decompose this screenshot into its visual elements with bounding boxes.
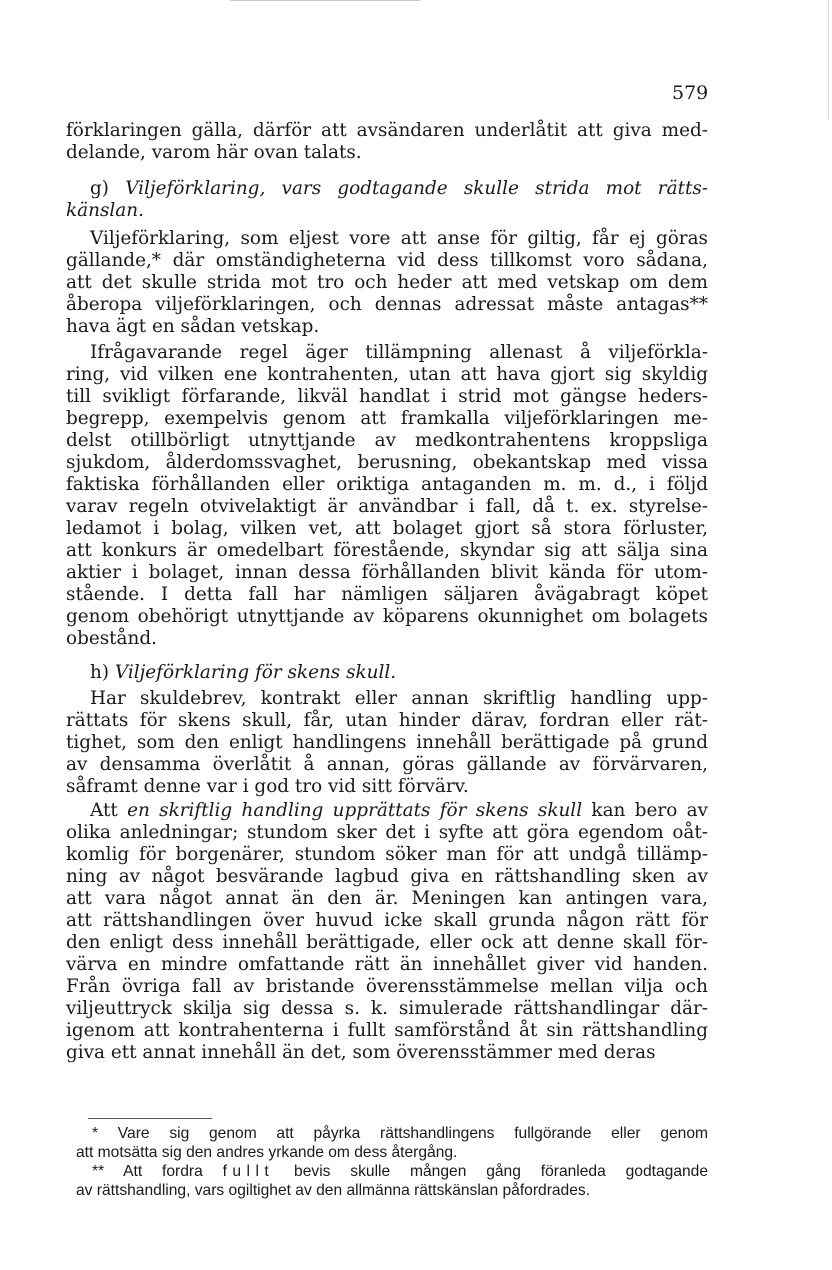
text-line: faktiska förhållanden eller oriktiga antaganden m. m. d., i följd	[66, 474, 708, 495]
text-line: viljeuttryck skilja sig dessa s. k. simulerade rättshandlingar där-	[66, 998, 708, 1019]
text-line: g) Viljeförklaring, vars godtagande skulle strida mot rätts-	[90, 178, 708, 199]
text-line: ledamot i bolag, vilken vet, att bolaget gjort så stora förluster,	[66, 518, 708, 539]
text-line: ning av något besvärande lagbud giva en rättshandling sken av	[66, 866, 708, 887]
text-line: känslan.	[66, 200, 144, 221]
text-line: gällande,* där omständigheterna vid dess tillkomst voro sådana,	[66, 250, 708, 271]
text-line: förklaringen gälla, därför att avsändaren underlåtit att giva med-	[66, 120, 708, 141]
text-line: stående. I detta fall har nämligen säljaren åvägabragt köpet	[66, 584, 708, 605]
text-line: h) Viljeförklaring för skens skull.	[90, 662, 397, 683]
text-line: såframt denne var i god tro vid sitt förvärv.	[66, 776, 469, 797]
text-line: av densamma överlåtit å annan, göras gällande av förvärvaren,	[66, 754, 708, 775]
footnote-line: att motsätta sig den andres yrkande om dess återgång.	[76, 1144, 458, 1161]
scan-top-edge	[230, 0, 420, 1]
text-line: genom obehörigt utnyttjande av köparens okunnighet om bolagets	[66, 606, 708, 627]
text-line: giva ett annat innehåll än det, som överensstämmer med deras	[66, 1042, 656, 1063]
text-line: delst otillbörligt utnyttjande av medkontrahentens kroppsliga	[66, 430, 708, 451]
text-line: att det skulle strida mot tro och heder att med vetskap om dem	[66, 272, 708, 293]
text-line: Har skuldebrev, kontrakt eller annan skriftlig handling upp-	[90, 688, 708, 709]
text-line: Ifrågavarande regel äger tillämpning allenast å viljeförkla-	[90, 342, 708, 363]
text-line: att vara något annat än den är. Meningen kan antingen vara,	[66, 888, 708, 909]
text-line: Viljeförklaring, som eljest vore att anse för giltig, får ej göras	[90, 228, 708, 249]
scan-right-edge	[828, 0, 829, 120]
text-line: delande, varom här ovan talats.	[66, 142, 362, 163]
footnote-line: av rättshandling, vars ogiltighet av den allmänna rättskänslan påfordrades.	[76, 1182, 591, 1199]
text-line: komlig för borgenärer, stundom söker man för att undgå tillämp-	[66, 844, 708, 865]
text-line: att rättshandlingen över huvud icke skall grunda någon rätt för	[66, 910, 708, 931]
text-line: att konkurs är omedelbart förestående, skyndar sig att sälja sina	[66, 540, 708, 561]
text-line: varav regeln otvivelaktigt är användbar i fall, då t. ex. styrelse-	[66, 496, 708, 517]
text-line: olika anledningar; stundom sker det i syfte att göra egendom oåt-	[66, 822, 708, 843]
page-number: 579	[672, 82, 709, 104]
footnote-line: * Vare sig genom att påyrka rättshandlingens fullgörande eller genom	[92, 1125, 708, 1142]
text-line: Att en skriftlig handling upprättats för skens skull kan bero av	[90, 800, 708, 821]
text-line: tighet, som den enligt handlingens innehåll berättigade på grund	[66, 732, 708, 753]
text-line: sjukdom, ålderdomssvaghet, berusning, obekantskap med vissa	[66, 452, 708, 473]
text-line: Från övriga fall av bristande överensstämmelse mellan vilja och	[66, 976, 708, 997]
text-line: rättats för skens skull, får, utan hinder därav, fordran eller rät-	[66, 710, 708, 731]
text-line: igenom att kontrahenterna i fullt samförstånd åt sin rättshandling	[66, 1020, 708, 1041]
text-line: åberopa viljeförklaringen, och dennas adressat måste antagas**	[66, 294, 708, 315]
text-line: ring, vid vilken ene kontrahenten, utan att hava gjort sig skyldig	[66, 364, 708, 385]
text-line: begrepp, exempelvis genom att framkalla viljeförklaringen me-	[66, 408, 708, 429]
text-line: aktier i bolaget, innan dessa förhållanden blivit kända för utom-	[66, 562, 708, 583]
text-line: till svikligt förfarande, likväl handlat i strid mot gängse heders-	[66, 386, 708, 407]
text-line: värva en mindre omfattande rätt än innehållet giver vid handen.	[66, 954, 708, 975]
text-line: hava ägt en sådan vetskap.	[66, 316, 320, 337]
text-line: den enligt dess innehåll berättigade, eller ock att denne skall för-	[66, 932, 708, 953]
text-line: obestånd.	[66, 628, 157, 649]
footnote-line: ** Att fordra fullt bevis skulle mången gång föranleda godtagande	[92, 1163, 709, 1180]
footnote-divider	[88, 1118, 212, 1119]
